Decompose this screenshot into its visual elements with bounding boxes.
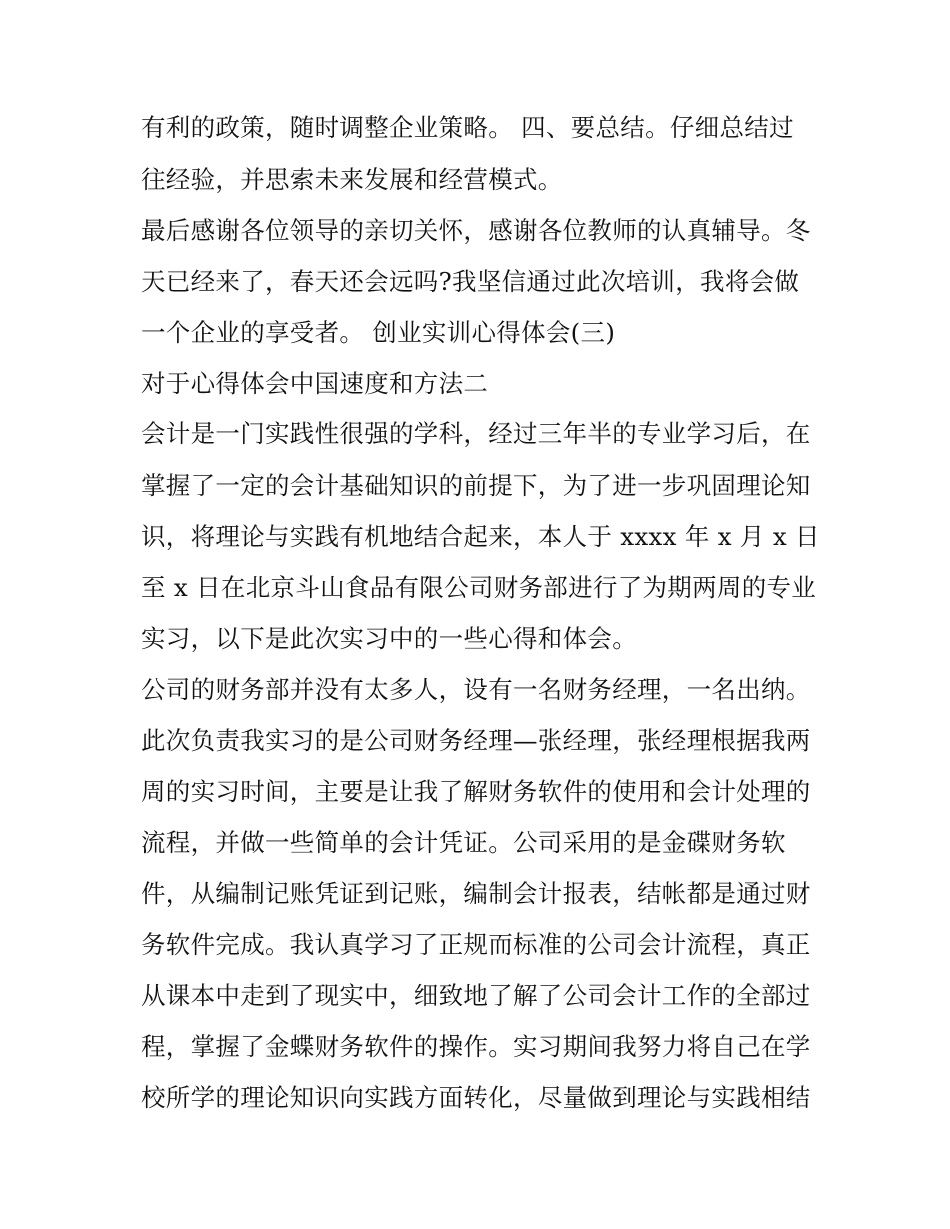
text-line: 至 x 日在北京斗山食品有限公司财务部进行了为期两周的专业 — [141, 573, 817, 602]
text-line: 从课本中走到了现实中，细致地了解了公司会计工作的全部过 — [141, 981, 811, 1010]
text-line: 掌握了一定的会计基础知识的前提下，为了进一步巩固理论知 — [141, 471, 811, 500]
text-line: 往经验，并思索未来发展和经营模式。 — [141, 165, 563, 194]
text-line: 校所学的理论知识向实践方面转化，尽量做到理论与实践相结 — [141, 1083, 811, 1112]
text-line: 对于心得体会中国速度和方法二 — [141, 369, 489, 398]
text-line: 程，掌握了金蝶财务软件的操作。实习期间我努力将自己在学 — [141, 1032, 811, 1061]
text-line: 一个企业的享受者。 创业实训心得体会(三) — [141, 318, 616, 347]
text-line: 有利的政策，随时调整企业策略。 四、要总结。仔细总结过 — [141, 113, 794, 142]
text-line: 天已经来了，春天还会远吗?我坚信通过此次培训，我将会做 — [141, 267, 800, 296]
text-line: 识，将理论与实践有机地结合起来，本人于 xxxx 年 x 月 x 日 — [141, 522, 820, 551]
text-line: 周的实习时间，主要是让我了解财务软件的使用和会计处理的 — [141, 777, 811, 806]
text-line: 流程，并做一些简单的会计凭证。公司采用的是金碟财务软 — [141, 828, 786, 857]
text-line: 最后感谢各位领导的亲切关怀，感谢各位教师的认真辅导。冬 — [141, 216, 811, 245]
text-line: 公司的财务部并没有太多人，设有一名财务经理，一名出纳。 — [141, 675, 811, 704]
text-line: 实习，以下是此次实习中的一些心得和体会。 — [141, 624, 637, 653]
text-line: 此次负责我实习的是公司财务经理—张经理，张经理根据我两 — [141, 726, 811, 755]
text-line: 务软件完成。我认真学习了正规而标准的公司会计流程，真正 — [141, 930, 811, 959]
text-line: 会计是一门实践性很强的学科，经过三年半的专业学习后，在 — [141, 419, 811, 448]
text-line: 件，从编制记账凭证到记账，编制会计报表，结帐都是通过财 — [141, 879, 811, 908]
